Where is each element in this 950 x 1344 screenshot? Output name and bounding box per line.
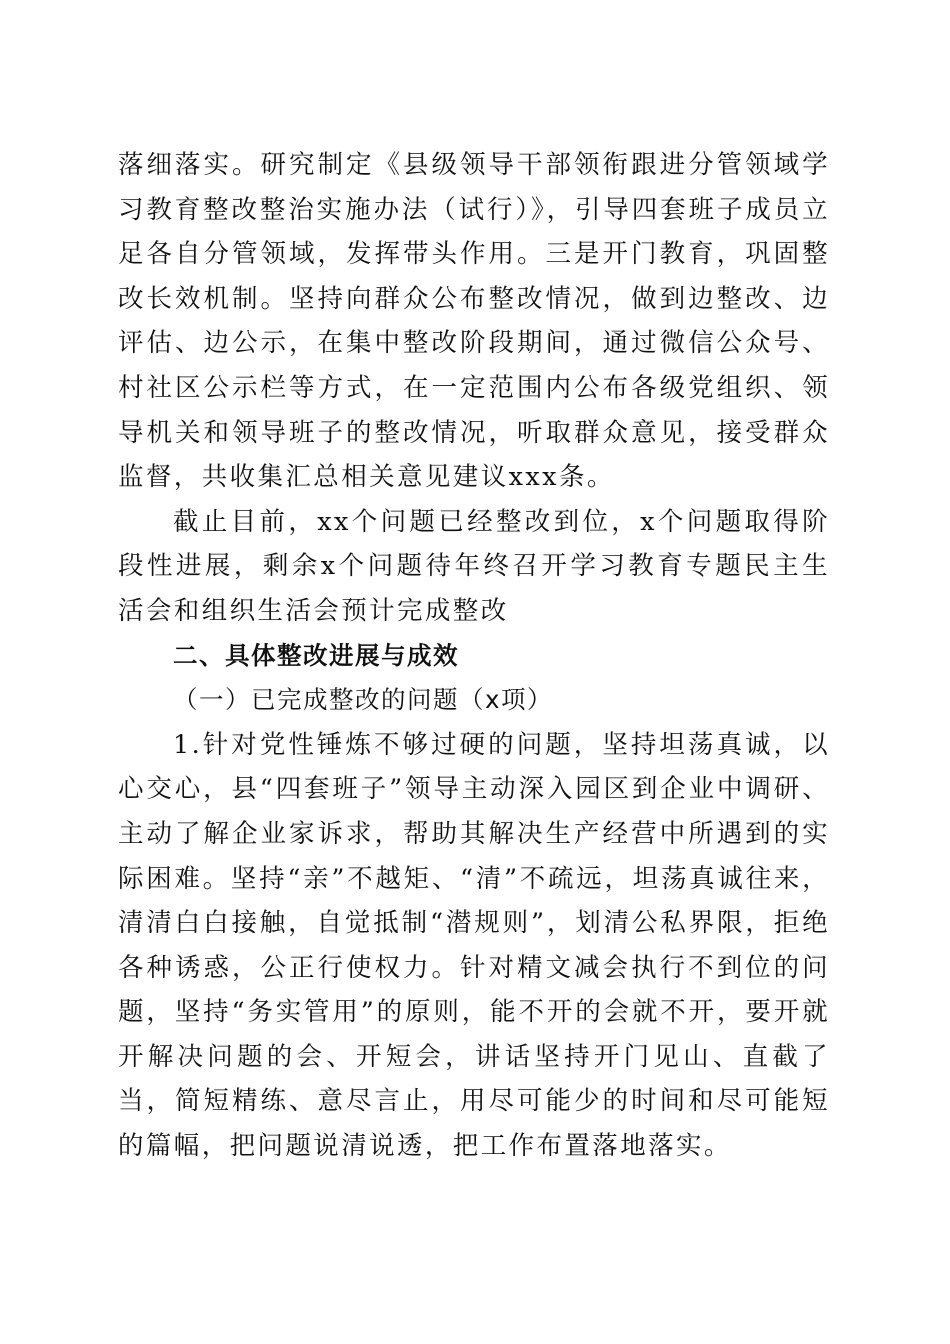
paragraph-progress: 截止目前，xx个问题已经整改到位，x个问题取得阶段性进展，剩余x个问题待年终召开学习教育专题民主生活会和组织生活会预计完成整改 (118, 506, 830, 626)
document-body (118, 143, 830, 1169)
section-heading: 二、具体整改进展与成效 (173, 640, 459, 670)
paragraph-item-1: 1.针对党性锤炼不够过硬的问题，坚持坦荡真诚，以心交心，县“四套班子”领导主动深入园区到企业中调研、主动了解企业家诉求，帮助其解决生产经营中所遇到的实际困难。坚持“亲”不越矩、“清”不疏远，坦荡真诚往来，清清白白接触，自觉抵制“潜规则”，划清公私界限，拒绝各种诱惑，公正行使权力。针对精文减会执行不到位的问题，坚持“务实管用”的原则，能不开的会就不开，要开就开解决问题的会、开短会，讲话坚持开门见山、直截了当，简短精练、意尽言止，用尽可能少的时间和尽可能短的篇幅，把问题说清说透，把工作布置落地落实。 (118, 729, 830, 1162)
paragraph-continuation: 落细落实。研究制定《县级领导干部领衔跟进分管领域学习教育整改整治实施办法（试行）》，引导四套班子成员立足各自分管领域，发挥带头作用。三是开门教育，巩固整改长效机制。坚持向群众公布整改情况，做到边整改、边评估、边公示，在集中整改阶段期间，通过微信公众号、村社区公示栏等方式，在一定范围内公布各级党组织、领导机关和领导班子的整改情况，听取群众意见，接受群众监督，共收集汇总相关意见建议xxx条。 (118, 150, 830, 493)
subsection-heading: （一）已完成整改的问题（x项） (173, 685, 553, 715)
